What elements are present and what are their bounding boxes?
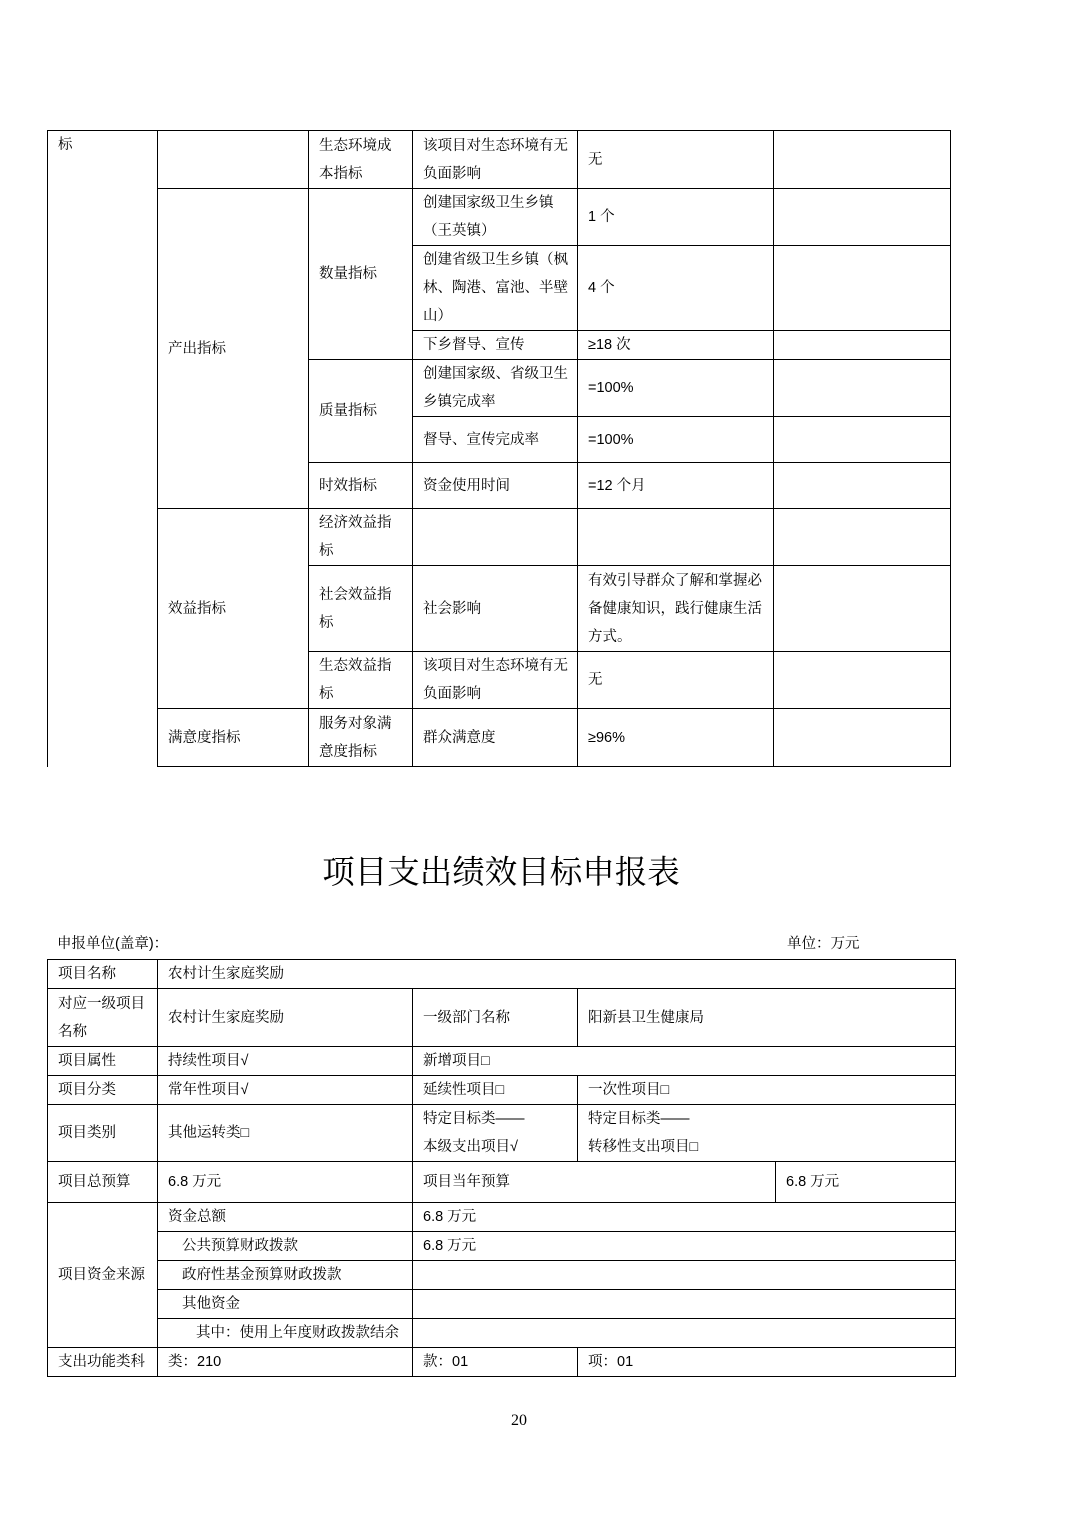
- table-row: [48, 960, 956, 989]
- table-row: [48, 1105, 956, 1162]
- parent-project-label: 对应一级项目 名称: [48, 989, 158, 1047]
- indicator-target-cell: =100%: [578, 360, 774, 417]
- attribute-label: 项目属性: [48, 1047, 158, 1076]
- remark-cell: [774, 709, 951, 767]
- funding-source-label: 项目资金来源: [48, 1203, 158, 1348]
- classification-label: 项目分类: [48, 1076, 158, 1105]
- table-row: [48, 989, 956, 1047]
- third-level-indicator-cell: 社会效益指 标: [309, 566, 413, 652]
- table-row: [48, 1319, 956, 1348]
- table-row: [48, 1290, 956, 1319]
- indicator-target-cell: 有效引导群众了解和掌握必 备健康知识，践行健康生活 方式。: [578, 566, 774, 652]
- page-number: 20: [511, 1412, 527, 1429]
- indicator-content-cell: 社会影响: [413, 566, 578, 652]
- attribute-continuing-option: 持续性项目√: [158, 1047, 413, 1076]
- project-name-label: 项目名称: [48, 960, 158, 989]
- gov-fund-value: [413, 1261, 956, 1290]
- table-row: [48, 1232, 956, 1261]
- indicator-content-cell: 督导、宣传完成率: [413, 417, 578, 463]
- indicator-target-cell: 1 个: [578, 189, 774, 246]
- indicator-content-cell: 群众满意度: [413, 709, 578, 767]
- third-level-indicator-cell: 质量指标: [309, 360, 413, 463]
- third-level-indicator-cell: 经济效益指 标: [309, 509, 413, 566]
- indicator-content-cell: 该项目对生态环境有无 负面影响: [413, 131, 578, 189]
- second-level-indicator-cell: 满意度指标: [158, 709, 309, 767]
- indicator-target-cell: ≥96%: [578, 709, 774, 767]
- category-specific-local-option: 特定目标类—— 本级支出项目√: [413, 1105, 578, 1162]
- annual-budget-value: 6.8 万元: [776, 1162, 956, 1203]
- remark-cell: [774, 463, 951, 509]
- indicator-target-cell: =100%: [578, 417, 774, 463]
- indicator-content-cell: [413, 509, 578, 566]
- indicator-target-cell: 无: [578, 652, 774, 709]
- declaration-form-table: [47, 959, 956, 1377]
- prior-balance-label: 其中：使用上年度财政拨款结余: [158, 1319, 413, 1348]
- indicator-table: [47, 130, 951, 767]
- third-level-indicator-cell: 数量指标: [309, 189, 413, 360]
- remark-cell: [774, 131, 951, 189]
- remark-cell: [774, 189, 951, 246]
- indicator-content-cell: 创建国家级卫生乡镇 （王英镇）: [413, 189, 578, 246]
- department-value: 阳新县卫生健康局: [578, 989, 956, 1047]
- table-row: [48, 1261, 956, 1290]
- funding-total-label: 资金总额: [158, 1203, 413, 1232]
- indicator-content-cell: 资金使用时间: [413, 463, 578, 509]
- indicator-content-cell: 创建国家级、省级卫生 乡镇完成率: [413, 360, 578, 417]
- remark-cell: [774, 360, 951, 417]
- other-funds-label: 其他资金: [158, 1290, 413, 1319]
- indicator-target-cell: =12 个月: [578, 463, 774, 509]
- project-name-value: 农村计生家庭奖励: [158, 960, 956, 989]
- table-row: [48, 1047, 956, 1076]
- indicator-content-cell: 创建省级卫生乡镇（枫 林、陶港、富池、半壁 山）: [413, 246, 578, 331]
- function-item-value: 项：01: [578, 1348, 956, 1377]
- form-title: 项目支出绩效目标申报表: [322, 855, 680, 891]
- parent-project-value: 农村计生家庭奖励: [158, 989, 413, 1047]
- total-budget-label: 项目总预算: [48, 1162, 158, 1203]
- indicator-target-cell: ≥18 次: [578, 331, 774, 360]
- third-level-indicator-cell: 时效指标: [309, 463, 413, 509]
- gov-fund-label: 政府性基金预算财政拨款: [158, 1261, 413, 1290]
- category-other-operation-option: 其他运转类□: [158, 1105, 413, 1162]
- prior-balance-value: [413, 1319, 956, 1348]
- classification-extended-option: 延续性项目□: [413, 1076, 578, 1105]
- remark-cell: [774, 509, 951, 566]
- remark-cell: [774, 652, 951, 709]
- remark-cell: [774, 566, 951, 652]
- second-level-indicator-cell: 效益指标: [158, 509, 309, 709]
- remark-cell: [774, 417, 951, 463]
- classification-one-time-option: 一次性项目□: [578, 1076, 956, 1105]
- indicator-target-cell: [578, 509, 774, 566]
- table-row: [48, 131, 951, 189]
- unit-label: 单位：万元: [787, 936, 860, 952]
- other-funds-value: [413, 1290, 956, 1319]
- table-row: [48, 189, 951, 246]
- remark-cell: [774, 331, 951, 360]
- table-row: [48, 1076, 956, 1105]
- first-level-indicator-cell: 标: [48, 131, 158, 767]
- category-label: 项目类别: [48, 1105, 158, 1162]
- indicator-target-cell: 4 个: [578, 246, 774, 331]
- indicator-content-cell: 下乡督导、宣传: [413, 331, 578, 360]
- public-budget-label: 公共预算财政拨款: [158, 1232, 413, 1261]
- second-level-indicator-cell: 产出指标: [158, 189, 309, 509]
- table-row: [48, 509, 951, 566]
- attribute-new-option: 新增项目□: [413, 1047, 956, 1076]
- funding-total-value: 6.8 万元: [413, 1203, 956, 1232]
- classification-recurring-option: 常年性项目√: [158, 1076, 413, 1105]
- third-level-indicator-cell: 服务对象满 意度指标: [309, 709, 413, 767]
- function-class-label: 支出功能类科: [48, 1348, 158, 1377]
- table-row: [48, 1348, 956, 1377]
- table-row: [48, 709, 951, 767]
- function-class-value: 类：210: [158, 1348, 413, 1377]
- remark-cell: [774, 246, 951, 331]
- indicator-content-cell: 该项目对生态环境有无 负面影响: [413, 652, 578, 709]
- total-budget-value: 6.8 万元: [158, 1162, 413, 1203]
- annual-budget-label: 项目当年预算: [413, 1162, 776, 1203]
- public-budget-value: 6.8 万元: [413, 1232, 956, 1261]
- applicant-label: 申报单位(盖章)：: [57, 936, 169, 952]
- category-specific-transfer-option: 特定目标类—— 转移性支出项目□: [578, 1105, 956, 1162]
- indicator-target-cell: 无: [578, 131, 774, 189]
- table-row: [48, 1162, 956, 1203]
- second-level-indicator-cell: [158, 131, 309, 189]
- table-row: [48, 1203, 956, 1232]
- function-section-value: 款：01: [413, 1348, 578, 1377]
- third-level-indicator-cell: 生态效益指 标: [309, 652, 413, 709]
- department-label: 一级部门名称: [413, 989, 578, 1047]
- third-level-indicator-cell: 生态环境成 本指标: [309, 131, 413, 189]
